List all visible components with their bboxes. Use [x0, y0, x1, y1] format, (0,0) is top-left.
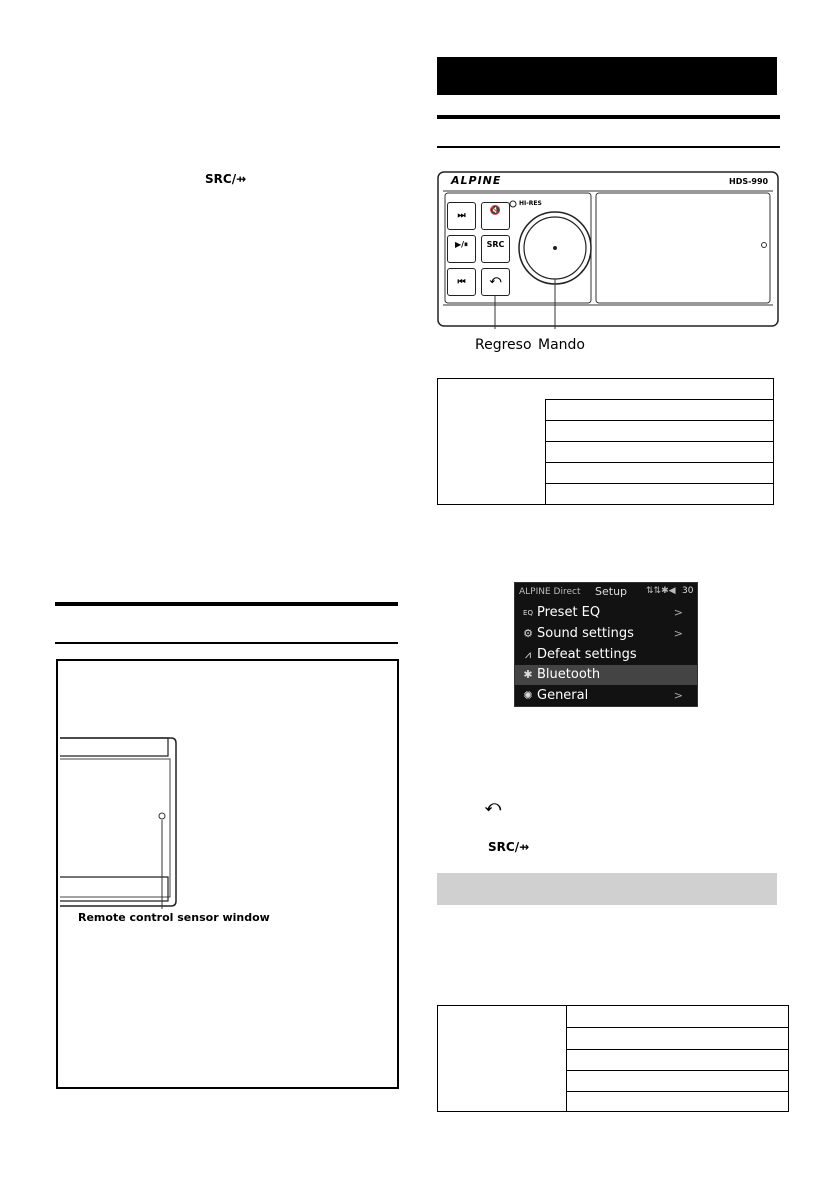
table-row	[566, 1027, 788, 1049]
callout-knob: Mando	[538, 337, 585, 353]
table-row	[545, 399, 773, 420]
src-key-glyph: SRC/⇸	[205, 172, 247, 186]
screen-status-bar	[515, 583, 697, 603]
model-label: HDS-990	[729, 177, 769, 186]
status-icons: ⇅⇅✱◀	[646, 586, 676, 596]
menu-item-defeat-settings[interactable]: ⩘ Defeat settings	[515, 645, 697, 665]
mute-button[interactable]	[481, 202, 510, 230]
menu-item-bluetooth[interactable]: ✱ Bluetooth	[515, 665, 697, 685]
menu-item-preset-eq[interactable]: EQ Preset EQ >	[515, 603, 697, 623]
menu-item-general[interactable]: ✺ General >	[515, 686, 697, 706]
remote-sensor-caption: Remote control sensor window	[78, 911, 270, 924]
next-track-icon: ⏭	[457, 211, 466, 221]
section-rule-bottom	[55, 642, 398, 644]
screen-source-label: ALPINE Direct	[519, 587, 581, 597]
eq-icon: EQ	[523, 609, 533, 617]
play-pause-icon: ▶/⏸	[454, 240, 469, 249]
subsection-rule-bottom	[437, 146, 780, 148]
play-pause-button[interactable]	[447, 235, 476, 263]
next-track-button[interactable]	[447, 202, 476, 230]
section-header-bar	[437, 57, 777, 95]
chevron-right-icon: >	[673, 689, 683, 702]
section-rule-top	[55, 602, 398, 606]
setup-menu-screen	[514, 582, 698, 707]
sun-icon: ✺	[523, 689, 533, 702]
table-row	[566, 1049, 788, 1070]
table-row	[545, 462, 773, 483]
unit-edge-drawing	[58, 661, 397, 1087]
subsection-header-grey	[437, 873, 777, 905]
bluetooth-icon: ✱	[523, 668, 533, 681]
table-row	[545, 441, 773, 462]
chevron-right-icon: >	[673, 627, 683, 640]
subsection-rule-top	[437, 115, 780, 119]
callout-back: Regreso	[475, 337, 532, 353]
table-row	[545, 420, 773, 441]
prev-track-button[interactable]	[447, 268, 476, 296]
gear-icon: ⚙	[523, 627, 533, 640]
table-row	[545, 483, 773, 505]
volume-level: 30	[682, 586, 694, 596]
hires-label: HI-RES	[519, 200, 542, 207]
src-button[interactable]: SRC	[481, 235, 510, 263]
remote-sensor-figure-box	[56, 659, 399, 1089]
settings-table-2	[437, 1005, 789, 1112]
back-key-glyph: ⤺	[485, 797, 502, 815]
settings-table-1	[437, 378, 774, 505]
defeat-icon: ⩘	[524, 648, 532, 661]
menu-item-sound-settings[interactable]: ⚙ Sound settings >	[515, 624, 697, 644]
brand-logo: ALPINE	[451, 174, 502, 187]
table-row	[566, 1070, 788, 1091]
back-icon: ⤺	[489, 273, 502, 286]
device-front-panel	[437, 171, 780, 329]
mute-icon: 🔇	[489, 206, 502, 216]
table-row	[566, 1091, 788, 1112]
prev-track-icon: ⏮	[457, 277, 466, 287]
screen-title: Setup	[595, 585, 628, 598]
back-button[interactable]	[481, 268, 510, 296]
src-key-glyph-2: SRC/⇸	[488, 840, 530, 854]
chevron-right-icon: >	[673, 606, 683, 619]
